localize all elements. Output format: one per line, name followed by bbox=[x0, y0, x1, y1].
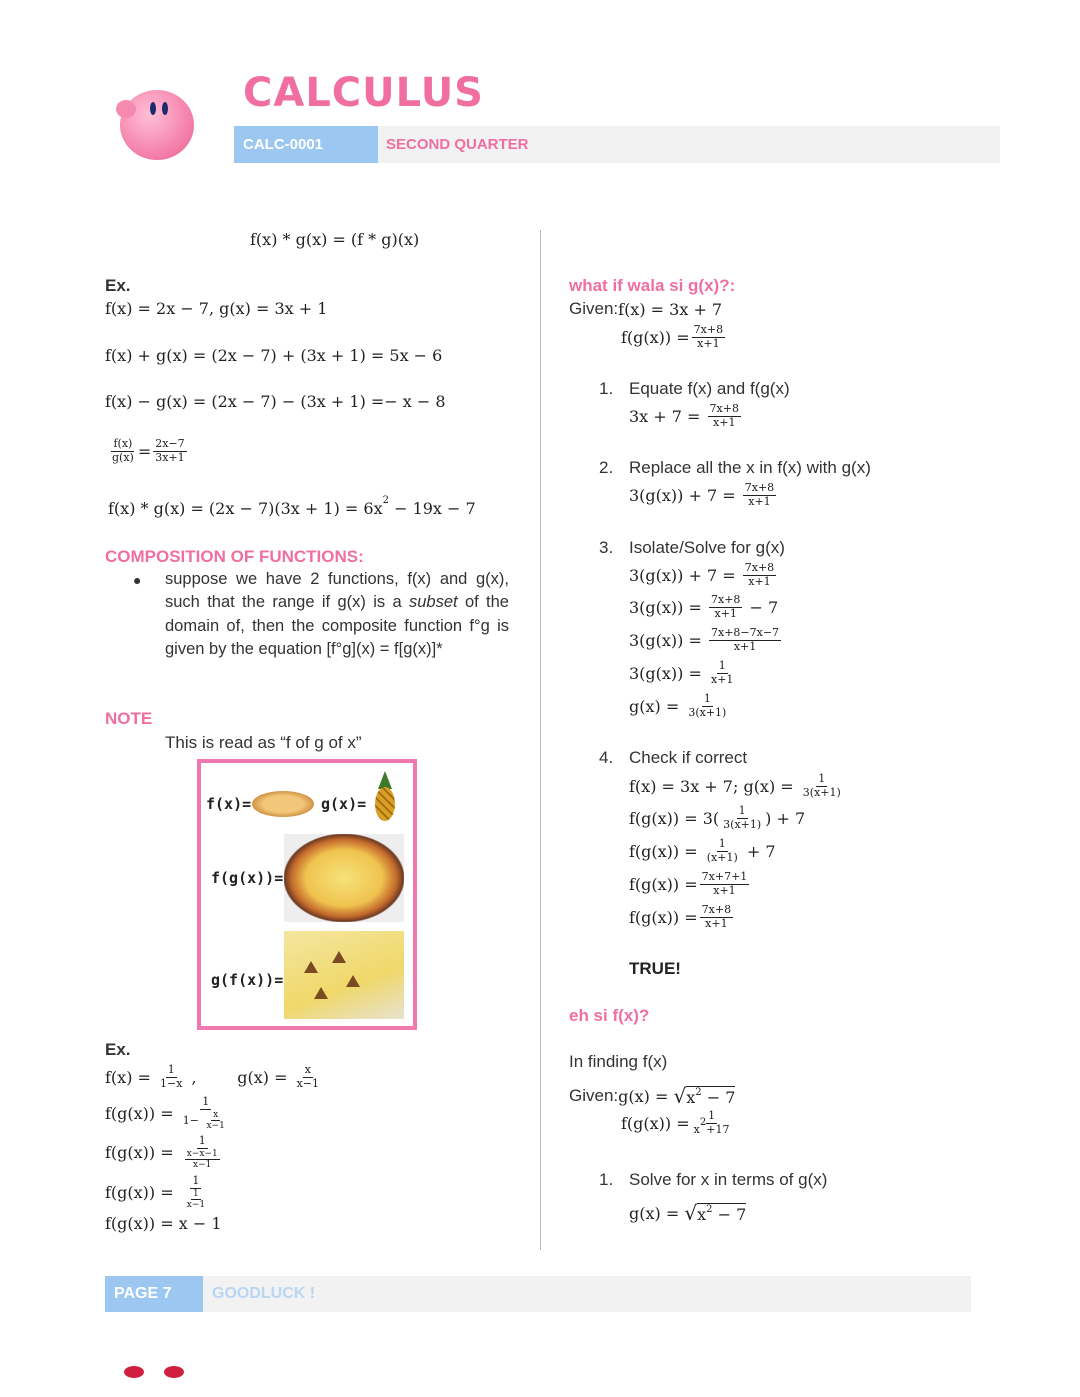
numerator bbox=[197, 1135, 208, 1149]
denominator bbox=[181, 1189, 211, 1211]
math-text: 1 bbox=[738, 804, 746, 817]
math-text: 1− bbox=[182, 1113, 203, 1127]
math-text: 1−x bbox=[160, 1076, 183, 1090]
composition-heading: COMPOSITION OF FUNCTIONS: bbox=[105, 547, 364, 566]
math-text: 3x+1 bbox=[155, 450, 185, 464]
math-text: 1 bbox=[703, 692, 711, 705]
math-text: 3(g(x)) + 7 = bbox=[629, 485, 741, 505]
step3-line5 bbox=[629, 693, 730, 719]
fraction bbox=[153, 438, 186, 464]
math-text: f(x) * g(x) = (f * g)(x) bbox=[250, 230, 420, 249]
numerator bbox=[191, 1189, 201, 1200]
header-bar bbox=[234, 126, 1000, 163]
pineapple-image bbox=[374, 771, 396, 821]
math-text: x bbox=[697, 1204, 707, 1224]
math-text: x+1 bbox=[713, 883, 736, 897]
fraction bbox=[700, 904, 733, 930]
fraction bbox=[709, 660, 735, 686]
step4-text: Check if correct bbox=[629, 748, 748, 767]
step5-text: Solve for x in terms of g(x) bbox=[629, 1170, 828, 1189]
math-text: 3(g(x)) + 7 = bbox=[629, 565, 741, 585]
fraction bbox=[185, 1189, 207, 1211]
step1-text: Equate f(x) and f(g(x) bbox=[629, 379, 790, 398]
math-text: 7x+8 bbox=[701, 903, 732, 916]
step4-number: 4. bbox=[599, 748, 614, 767]
step4-line5 bbox=[629, 904, 735, 930]
superscript: 2 bbox=[699, 1116, 707, 1128]
numerator bbox=[737, 805, 748, 819]
square-root bbox=[684, 1201, 746, 1225]
numerator bbox=[190, 1175, 201, 1189]
denominator bbox=[746, 576, 772, 589]
step5-number: 1. bbox=[599, 1170, 614, 1189]
math-text: 1 bbox=[718, 837, 726, 850]
math-text: x bbox=[304, 1063, 311, 1076]
bullet-icon: ● bbox=[133, 572, 142, 588]
fraction bbox=[700, 871, 750, 897]
denominator bbox=[705, 852, 740, 865]
math-text: 3(g(x)) = bbox=[629, 597, 707, 617]
footer-bar bbox=[105, 1276, 971, 1312]
kirby-logo bbox=[120, 90, 194, 160]
math-text: g(x) = bbox=[629, 1203, 685, 1223]
fraction bbox=[743, 562, 776, 588]
math-text: f(g(x)) = bbox=[105, 1183, 179, 1203]
heading-find-f: eh si f(x)? bbox=[569, 1006, 650, 1025]
step3-line3 bbox=[629, 627, 783, 653]
math-text: 1 bbox=[718, 659, 726, 672]
step4-line4 bbox=[629, 871, 751, 897]
fraction bbox=[709, 627, 781, 653]
radical-icon: √ bbox=[684, 1201, 698, 1225]
math-text: x+1 bbox=[714, 606, 737, 620]
math-text: − 19x − 7 bbox=[388, 499, 476, 518]
math-text: x−1 bbox=[193, 1159, 212, 1170]
step5-equation bbox=[629, 1201, 746, 1225]
math-text: = bbox=[137, 441, 152, 461]
step3-line4 bbox=[629, 660, 737, 686]
step2-number: 2. bbox=[599, 458, 614, 477]
math-text: 3(g(x)) = bbox=[629, 663, 707, 683]
numerator bbox=[743, 482, 776, 496]
math-text: x−1 bbox=[186, 1199, 206, 1210]
fraction bbox=[295, 1064, 321, 1090]
math-text: − 7 bbox=[744, 597, 779, 617]
quarter-label: SECOND QUARTER bbox=[386, 136, 529, 153]
math-text: 1 bbox=[167, 1063, 175, 1076]
superscript: 2 bbox=[706, 1203, 713, 1215]
fraction bbox=[801, 773, 843, 799]
pineapple-pizza-image bbox=[284, 834, 404, 922]
difference-equation bbox=[105, 392, 446, 411]
example2-step2 bbox=[105, 1135, 226, 1170]
heading-missing-g: what if wala si g(x)?: bbox=[569, 276, 736, 295]
math-text: x+1 bbox=[733, 639, 757, 653]
math-text: − 7 bbox=[701, 1087, 736, 1107]
math-text: g(x) = bbox=[618, 1086, 674, 1106]
math-text: x+1 bbox=[748, 574, 771, 588]
fraction bbox=[181, 1135, 224, 1170]
math-text: f(x) = 3x + 7; g(x) = bbox=[629, 776, 799, 796]
math-text: f(x) + g(x) = (2x − 7) + (3x + 1) = 5x − 6 bbox=[105, 346, 443, 365]
math-text: − 7 bbox=[712, 1204, 747, 1224]
math-text: 7x+8 bbox=[744, 561, 775, 574]
fraction bbox=[743, 482, 776, 508]
example-functions bbox=[105, 299, 327, 318]
fraction bbox=[185, 1149, 220, 1171]
numerator bbox=[111, 438, 134, 452]
label-fg: f(g(x))= bbox=[211, 869, 284, 887]
math-text: 1 bbox=[198, 1134, 206, 1147]
fraction bbox=[692, 1110, 732, 1136]
step3-number: 3. bbox=[599, 538, 614, 557]
note-heading: NOTE bbox=[105, 709, 153, 728]
denominator bbox=[204, 1121, 226, 1131]
true-label: TRUE! bbox=[629, 959, 681, 978]
math-text: f(x) = 3x + 7 bbox=[618, 299, 723, 319]
math-text: f(g(x)) = bbox=[629, 874, 698, 894]
numerator bbox=[700, 871, 750, 885]
step4-line1 bbox=[629, 773, 845, 799]
numerator bbox=[702, 693, 713, 707]
denominator bbox=[721, 819, 763, 832]
math-text: f(x) = 2x − 7, g(x) = 3x + 1 bbox=[105, 299, 328, 318]
example2-functions bbox=[105, 1064, 323, 1090]
superscript: 2 bbox=[695, 1086, 702, 1098]
example-label: Ex. bbox=[105, 276, 131, 295]
radicand bbox=[697, 1203, 746, 1224]
label-f: f(x)= bbox=[206, 795, 252, 813]
denominator bbox=[181, 1110, 231, 1132]
math-text: 7x+8−7x−7 bbox=[711, 626, 780, 639]
given-label: Given: bbox=[569, 299, 619, 318]
math-text: 1 bbox=[708, 1109, 716, 1122]
fraction bbox=[686, 693, 728, 719]
denominator bbox=[158, 1078, 184, 1091]
superscript: 2 bbox=[382, 495, 389, 506]
square-root bbox=[673, 1084, 735, 1108]
fraction bbox=[708, 403, 741, 429]
numerator bbox=[200, 1096, 211, 1110]
numerator bbox=[185, 1149, 220, 1160]
math-text: 7x+8 bbox=[693, 323, 724, 336]
math-text: f(g(x)) = bbox=[105, 1104, 179, 1124]
page-number: PAGE 7 bbox=[105, 1276, 203, 1312]
step4-line2 bbox=[629, 805, 805, 831]
math-text: 7x+8 bbox=[711, 593, 741, 606]
given2-label: Given: bbox=[569, 1086, 619, 1105]
denominator bbox=[191, 1160, 213, 1170]
course-code: CALC-0001 bbox=[234, 126, 378, 163]
numerator bbox=[743, 562, 776, 576]
numerator bbox=[708, 403, 741, 417]
step2-equation bbox=[629, 482, 778, 508]
math-text: x bbox=[213, 1109, 219, 1120]
math-text: f(g(x)) = bbox=[105, 1143, 179, 1163]
fraction bbox=[158, 1064, 184, 1090]
math-text: 3(x+1) bbox=[688, 705, 727, 719]
math-text: f(g(x)) = bbox=[621, 327, 690, 347]
math-text: 3(x+1) bbox=[802, 785, 841, 799]
fraction bbox=[692, 324, 725, 350]
math-text: 1 bbox=[202, 1095, 210, 1108]
math-text: x+1 bbox=[748, 494, 771, 508]
math-text: x−x−1 bbox=[186, 1148, 218, 1159]
numerator bbox=[692, 324, 725, 338]
note-text: This is read as “f of g of x” bbox=[165, 733, 362, 752]
denominator bbox=[711, 885, 737, 898]
column-divider bbox=[540, 230, 541, 1250]
fraction bbox=[204, 1110, 226, 1132]
math-text: g(x) = bbox=[629, 696, 685, 716]
label-gf: g(f(x))= bbox=[211, 971, 284, 989]
numerator bbox=[709, 594, 742, 608]
math-text: 3x + 7 = bbox=[629, 406, 706, 426]
example2-result bbox=[105, 1214, 222, 1233]
numerator bbox=[706, 1110, 717, 1124]
denominator bbox=[801, 787, 843, 800]
math-text: 1 bbox=[192, 1174, 200, 1187]
given2-fg bbox=[621, 1110, 733, 1136]
math-text: ) + 7 bbox=[765, 808, 806, 828]
numerator bbox=[717, 660, 728, 674]
step4-line3 bbox=[629, 838, 776, 864]
numerator bbox=[700, 904, 733, 918]
denominator bbox=[703, 918, 729, 931]
denominator bbox=[686, 707, 728, 720]
denominator bbox=[709, 674, 735, 687]
math-text: x−1 bbox=[206, 1120, 225, 1131]
math-text: x+1 bbox=[697, 336, 720, 350]
footer-note: GOODLUCK ! bbox=[212, 1285, 316, 1302]
math-text: g(x) bbox=[112, 450, 134, 464]
math-text: f(x) * g(x) = (2x − 7)(3x + 1) = 6x bbox=[108, 499, 383, 518]
math-text: 7x+7+1 bbox=[701, 870, 748, 883]
numerator bbox=[717, 838, 728, 852]
radical-icon: √ bbox=[673, 1084, 687, 1108]
math-text: f(g(x)) = bbox=[629, 907, 698, 927]
denominator bbox=[153, 452, 186, 465]
fraction bbox=[110, 438, 136, 464]
denominator bbox=[181, 1149, 224, 1171]
given-fg bbox=[621, 324, 727, 350]
given-f bbox=[618, 300, 722, 319]
denominator bbox=[746, 496, 772, 509]
numerator bbox=[211, 1110, 220, 1121]
fraction bbox=[709, 594, 742, 620]
composition-definition: suppose we have 2 functions, f(x) and g(x), such that the range if g(x) is a subset of the domain of, then the composite function f°g is given by the equation [f°g](x) = f[g(x)]* bbox=[165, 570, 509, 658]
denominator bbox=[295, 1078, 321, 1091]
math-text: f(x) = bbox=[105, 1067, 157, 1087]
denominator bbox=[711, 417, 737, 430]
math-text: + 7 bbox=[741, 841, 776, 861]
math-text: 7x+8 bbox=[709, 402, 739, 415]
math-text: f(g(x)) = 3( bbox=[629, 808, 720, 828]
math-text: (x+1) bbox=[706, 850, 738, 864]
step3-text: Isolate/Solve for g(x) bbox=[629, 538, 785, 557]
math-text: 2x−7 bbox=[155, 437, 185, 450]
pizza-in-pineapple-image bbox=[284, 931, 404, 1019]
math-text: f(g(x)) = bbox=[621, 1113, 690, 1133]
math-text: f(g(x)) = x − 1 bbox=[105, 1214, 222, 1233]
document-title: CALCULUS bbox=[243, 70, 484, 116]
example2-label: Ex. bbox=[105, 1040, 131, 1059]
math-text: f(g(x)) = bbox=[629, 841, 703, 861]
step3-line2 bbox=[629, 594, 778, 620]
math-text: x bbox=[686, 1087, 696, 1107]
example2-step3 bbox=[105, 1175, 213, 1210]
product-equation bbox=[108, 495, 476, 518]
math-text: , g(x) = bbox=[186, 1067, 293, 1087]
math-text: f(x) bbox=[113, 437, 133, 450]
numerator bbox=[166, 1064, 177, 1078]
numerator bbox=[303, 1064, 313, 1078]
pizza-composition-image bbox=[197, 759, 417, 1030]
math-text: x bbox=[693, 1122, 700, 1136]
denominator bbox=[110, 452, 136, 465]
math-text: x+1 bbox=[705, 916, 728, 930]
denominator bbox=[185, 1200, 207, 1210]
denominator bbox=[732, 641, 758, 654]
math-text: 7x+8 bbox=[744, 481, 775, 494]
denominator bbox=[692, 1116, 732, 1137]
sum-equation bbox=[105, 346, 442, 365]
step1-equation bbox=[629, 403, 743, 429]
fraction bbox=[181, 1096, 231, 1131]
math-text: +17 bbox=[706, 1122, 730, 1136]
math-text: 3(g(x)) = bbox=[629, 630, 707, 650]
step1-number: 1. bbox=[599, 379, 614, 398]
math-text: f(x) − g(x) = (2x − 7) − (3x + 1) =− x − 8 bbox=[105, 392, 446, 411]
radicand bbox=[686, 1086, 735, 1107]
denominator bbox=[695, 338, 721, 351]
finding-text: In finding f(x) bbox=[569, 1052, 668, 1071]
numerator bbox=[816, 773, 827, 787]
plain-pizza-image bbox=[252, 791, 314, 817]
math-text: x+1 bbox=[713, 415, 736, 429]
math-text: 1 bbox=[193, 1188, 199, 1199]
quotient-equation bbox=[108, 438, 189, 464]
example2-step1 bbox=[105, 1096, 233, 1131]
math-text: 3(x+1) bbox=[723, 817, 762, 831]
math-text: 1 bbox=[818, 772, 826, 785]
math-text: x+1 bbox=[711, 672, 734, 686]
fraction bbox=[181, 1175, 211, 1210]
denominator bbox=[713, 608, 739, 621]
label-g: g(x)= bbox=[321, 795, 367, 813]
numerator bbox=[709, 627, 781, 641]
math-text: x−1 bbox=[296, 1076, 320, 1090]
fraction bbox=[705, 838, 740, 864]
step2-text: Replace all the x in f(x) with g(x) bbox=[629, 458, 871, 477]
product-notation-formula bbox=[250, 230, 419, 249]
step3-line1 bbox=[629, 562, 778, 588]
numerator bbox=[153, 438, 186, 452]
given-g bbox=[618, 1084, 735, 1108]
fraction bbox=[721, 805, 763, 831]
